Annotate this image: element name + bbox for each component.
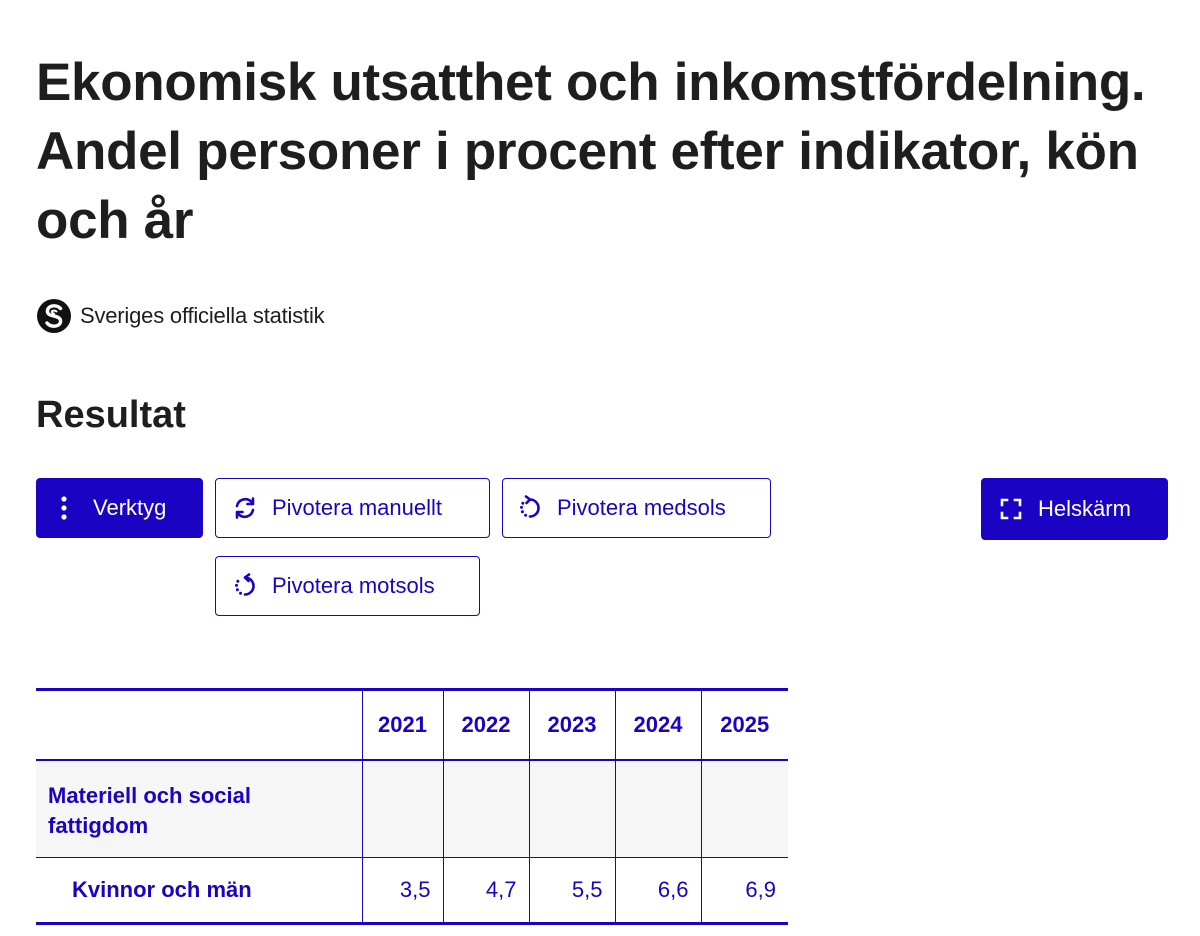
row-label-women-and-men: Kvinnor och män bbox=[36, 858, 362, 924]
empty-cell bbox=[529, 760, 615, 858]
more-vertical-icon bbox=[59, 495, 69, 521]
value-cell: 6,9 bbox=[701, 858, 788, 924]
value-cell: 5,5 bbox=[529, 858, 615, 924]
section-heading-results: Resultat bbox=[36, 394, 186, 436]
table-corner-cell bbox=[36, 690, 362, 760]
column-header-year: 2021 bbox=[362, 690, 443, 760]
pivot-manual-label: Pivotera manuellt bbox=[272, 495, 442, 520]
fullscreen-icon bbox=[998, 496, 1024, 522]
fullscreen-label: Helskärm bbox=[1038, 496, 1131, 521]
column-header-year: 2023 bbox=[529, 690, 615, 760]
pivot-clockwise-label: Pivotera medsols bbox=[557, 495, 726, 520]
table-group-row bbox=[36, 760, 788, 858]
official-statistics-source bbox=[36, 298, 324, 334]
empty-cell bbox=[701, 760, 788, 858]
empty-cell bbox=[615, 760, 701, 858]
pivot-clockwise-button[interactable] bbox=[502, 478, 771, 538]
pivot-manual-button[interactable] bbox=[215, 478, 490, 538]
rotate-clockwise-icon bbox=[517, 495, 543, 521]
scb-s-logo-icon bbox=[36, 298, 72, 334]
pivot-counterclockwise-button[interactable] bbox=[215, 556, 480, 616]
page-title: Ekonomisk utsatthet och inkomstfördelning. Andel personer i procent efter indikator, kön och år bbox=[36, 53, 1146, 250]
value-cell: 4,7 bbox=[443, 858, 529, 924]
column-header-year: 2024 bbox=[615, 690, 701, 760]
pivot-counterclockwise-label: Pivotera motsols bbox=[272, 573, 435, 598]
value-cell: 3,5 bbox=[362, 858, 443, 924]
results-table bbox=[36, 688, 788, 925]
rotate-counterclockwise-icon bbox=[232, 573, 258, 599]
table-row bbox=[36, 858, 788, 924]
source-label: Sveriges officiella statistik bbox=[80, 303, 325, 328]
table-header-row bbox=[36, 690, 788, 760]
empty-cell bbox=[362, 760, 443, 858]
column-header-year: 2025 bbox=[701, 690, 788, 760]
tools-button-label: Verktyg bbox=[93, 495, 167, 520]
group-label-material-social-poverty: Materiell och social fattigdom bbox=[36, 760, 362, 858]
refresh-icon bbox=[232, 495, 258, 521]
fullscreen-button[interactable] bbox=[981, 478, 1168, 540]
tools-button[interactable] bbox=[36, 478, 203, 538]
empty-cell bbox=[443, 760, 529, 858]
column-header-year: 2022 bbox=[443, 690, 529, 760]
value-cell: 6,6 bbox=[615, 858, 701, 924]
